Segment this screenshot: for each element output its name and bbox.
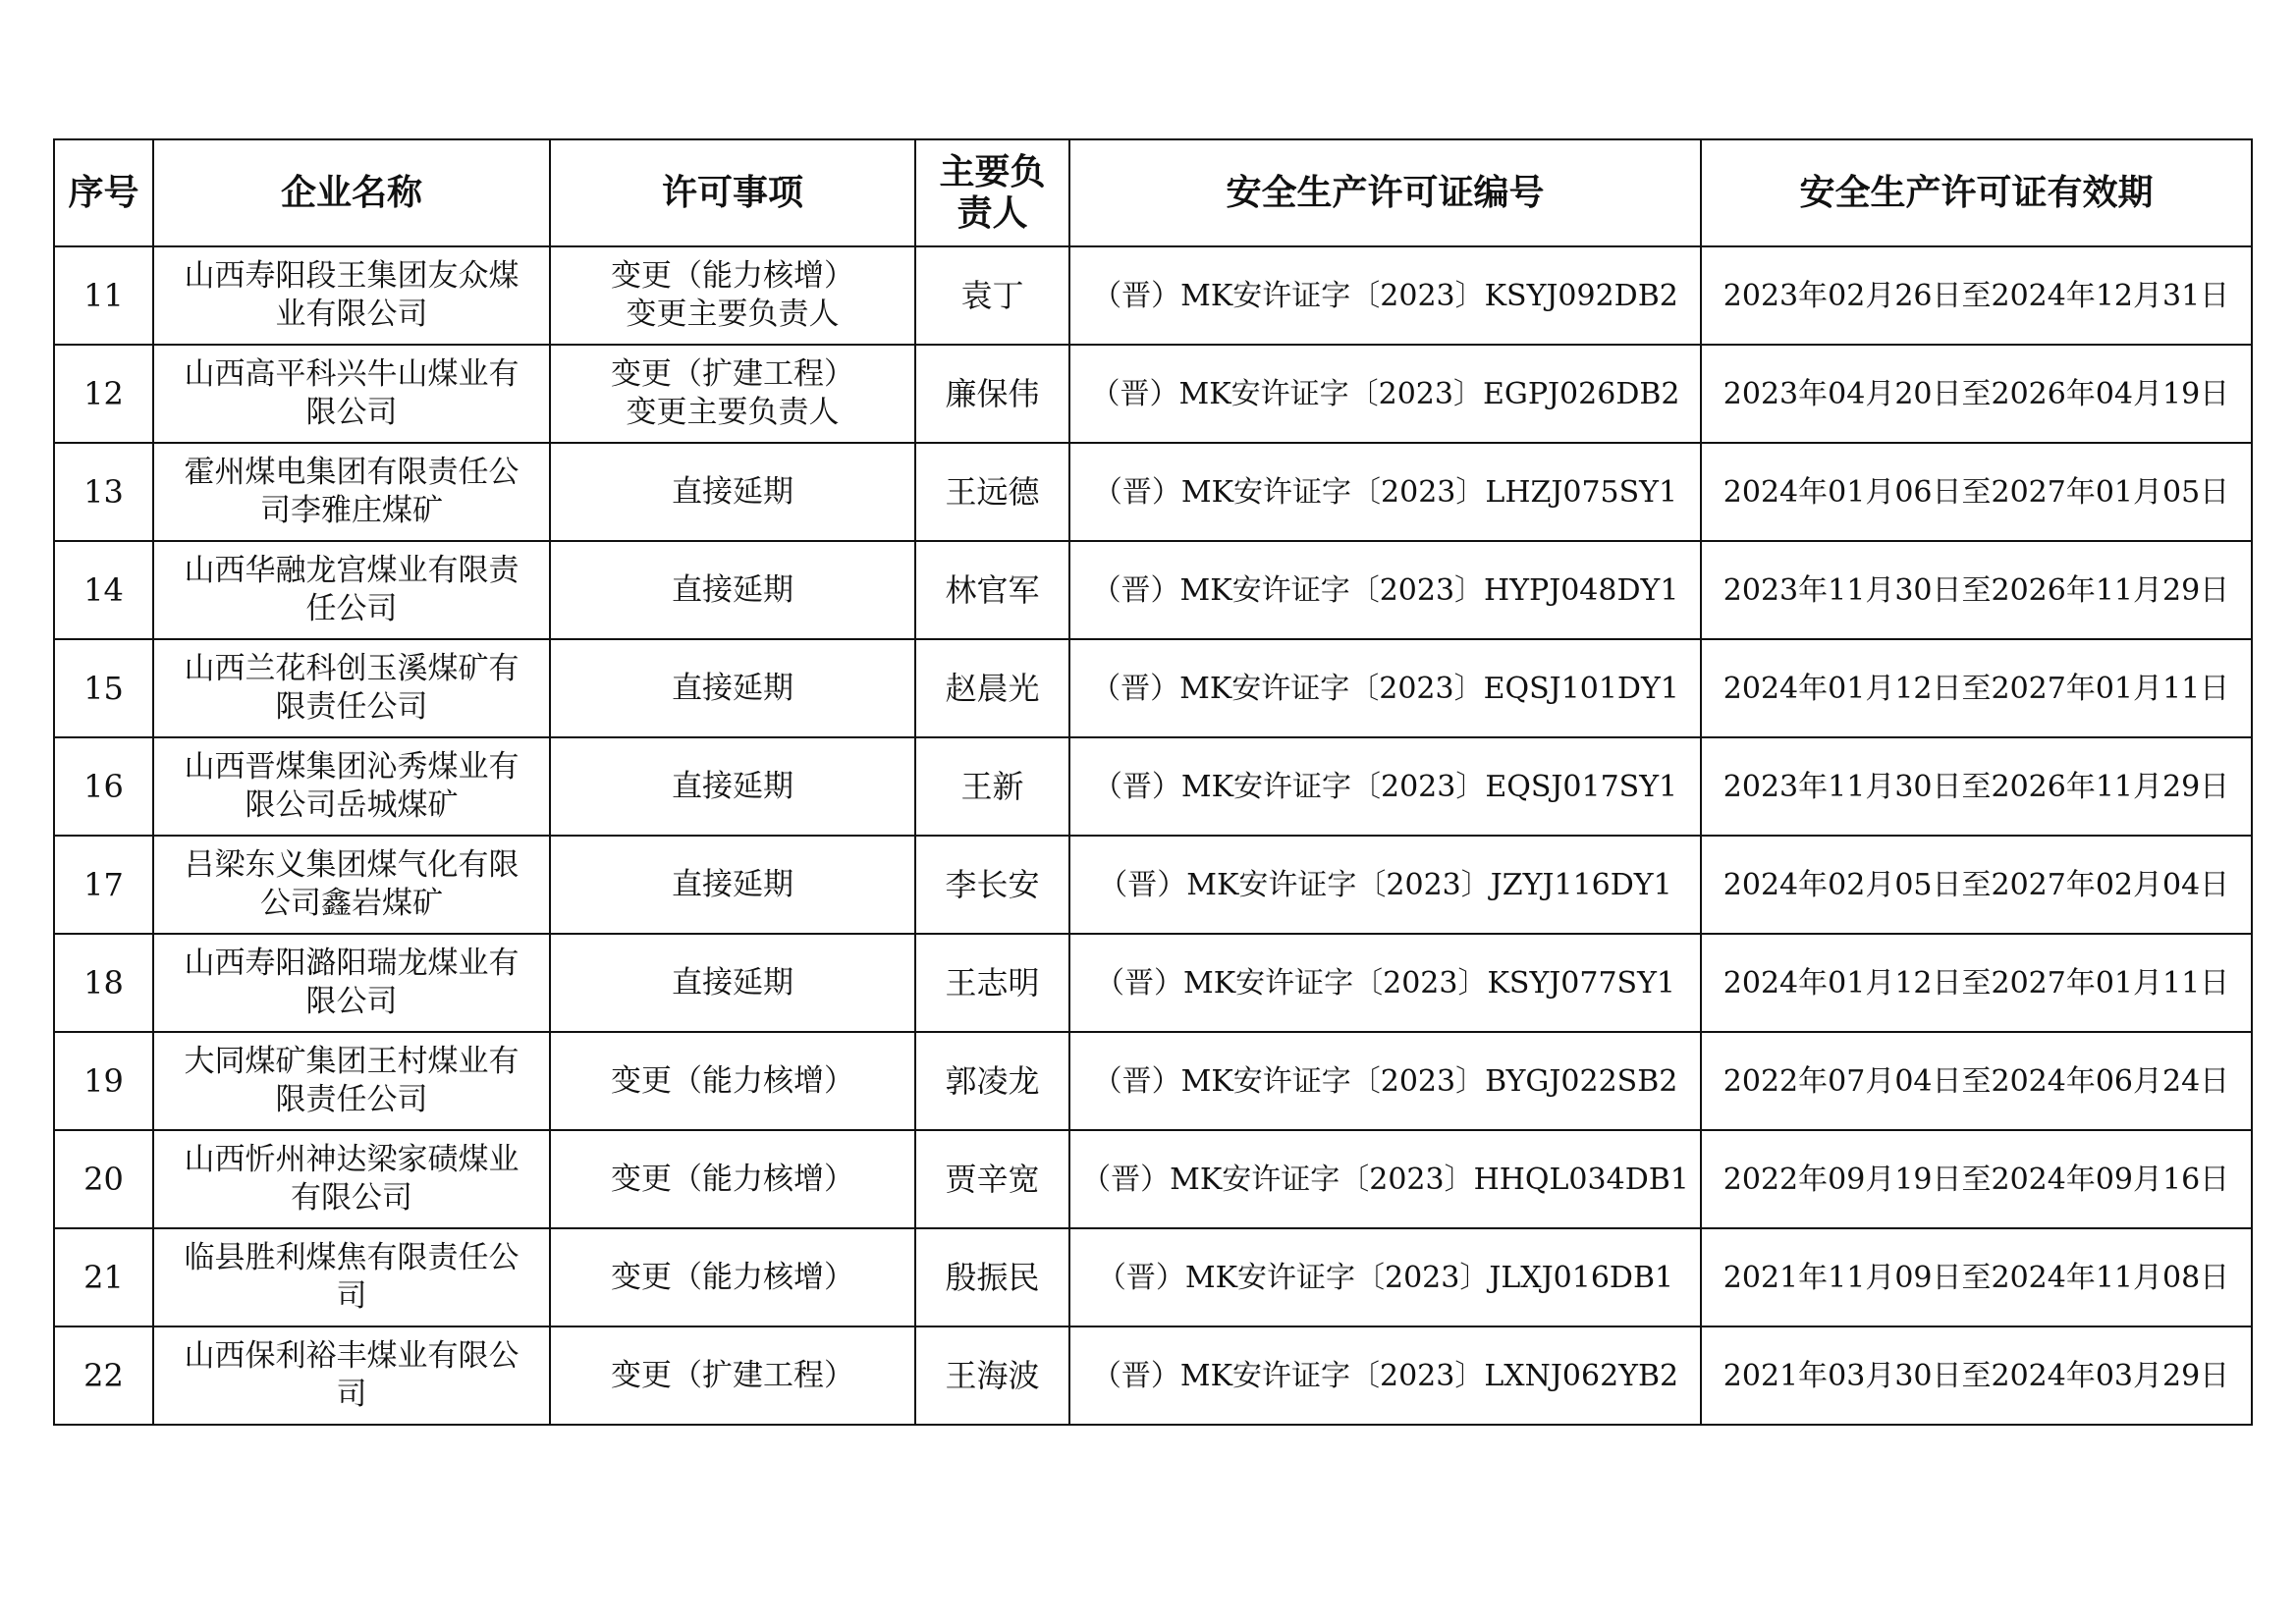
- row-index: 15: [54, 639, 153, 737]
- table-row: [54, 345, 2252, 443]
- responsible-person: 殷振民: [915, 1228, 1069, 1326]
- company-name: 吕梁东义集团煤气化有限公司鑫岩煤矿: [153, 836, 550, 934]
- certificate-number: （晋）MK安许证字〔2023〕LXNJ062YB2: [1069, 1326, 1701, 1425]
- header-matter: 许可事项: [550, 139, 915, 246]
- certificate-number: （晋）MK安许证字〔2023〕HYPJ048DY1: [1069, 541, 1701, 639]
- permit-matter: 变更（能力核增）: [550, 1228, 915, 1326]
- company-name: 山西寿阳潞阳瑞龙煤业有限公司: [153, 934, 550, 1032]
- responsible-person: 李长安: [915, 836, 1069, 934]
- validity-period: 2023年11月30日至2026年11月29日: [1701, 541, 2252, 639]
- row-index: 11: [54, 246, 153, 345]
- row-index: 16: [54, 737, 153, 836]
- responsible-person: 王志明: [915, 934, 1069, 1032]
- responsible-person: 袁丁: [915, 246, 1069, 345]
- table-row: [54, 639, 2252, 737]
- row-index: 18: [54, 934, 153, 1032]
- validity-period: 2024年01月12日至2027年01月11日: [1701, 639, 2252, 737]
- company-name: 临县胜利煤焦有限责任公司: [153, 1228, 550, 1326]
- header-row: [54, 139, 2252, 246]
- table-row: [54, 1130, 2252, 1228]
- responsible-person: 廉保伟: [915, 345, 1069, 443]
- table-row: [54, 1032, 2252, 1130]
- row-index: 12: [54, 345, 153, 443]
- permit-matter: 直接延期: [550, 934, 915, 1032]
- responsible-person: 贾辛宽: [915, 1130, 1069, 1228]
- validity-period: 2021年03月30日至2024年03月29日: [1701, 1326, 2252, 1425]
- responsible-person: 王远德: [915, 443, 1069, 541]
- company-name: 山西晋煤集团沁秀煤业有限公司岳城煤矿: [153, 737, 550, 836]
- validity-period: 2024年02月05日至2027年02月04日: [1701, 836, 2252, 934]
- row-index: 22: [54, 1326, 153, 1425]
- responsible-person: 王新: [915, 737, 1069, 836]
- certificate-number: （晋）MK安许证字〔2023〕KSYJ092DB2: [1069, 246, 1701, 345]
- permit-matter: 变更（扩建工程）: [550, 1326, 915, 1425]
- permit-matter: 直接延期: [550, 541, 915, 639]
- company-name: 山西寿阳段王集团友众煤业有限公司: [153, 246, 550, 345]
- permit-matter: 直接延期: [550, 639, 915, 737]
- validity-period: 2023年04月20日至2026年04月19日: [1701, 345, 2252, 443]
- company-name: 霍州煤电集团有限责任公司李雅庄煤矿: [153, 443, 550, 541]
- row-index: 17: [54, 836, 153, 934]
- permit-matter: 变更（能力核增） 变更主要负责人: [550, 246, 915, 345]
- responsible-person: 林官军: [915, 541, 1069, 639]
- certificate-number: （晋）MK安许证字〔2023〕EQSJ017SY1: [1069, 737, 1701, 836]
- header-index: 序号: [54, 139, 153, 246]
- permit-matter: 直接延期: [550, 836, 915, 934]
- header-person: 主要负责人: [915, 139, 1069, 246]
- certificate-number: （晋）MK安许证字〔2023〕JZYJ116DY1: [1069, 836, 1701, 934]
- certificate-number: （晋）MK安许证字〔2023〕BYGJ022SB2: [1069, 1032, 1701, 1130]
- row-index: 21: [54, 1228, 153, 1326]
- row-index: 14: [54, 541, 153, 639]
- validity-period: 2024年01月06日至2027年01月05日: [1701, 443, 2252, 541]
- validity-period: 2024年01月12日至2027年01月11日: [1701, 934, 2252, 1032]
- permit-matter: 直接延期: [550, 737, 915, 836]
- permit-matter: 变更（能力核增）: [550, 1130, 915, 1228]
- certificate-number: （晋）MK安许证字〔2023〕EGPJ026DB2: [1069, 345, 1701, 443]
- header-validity: 安全生产许可证有效期: [1701, 139, 2252, 246]
- table-row: [54, 1228, 2252, 1326]
- table-row: [54, 1326, 2252, 1425]
- permit-matter: 变更（能力核增）: [550, 1032, 915, 1130]
- company-name: 山西兰花科创玉溪煤矿有限责任公司: [153, 639, 550, 737]
- validity-period: 2023年02月26日至2024年12月31日: [1701, 246, 2252, 345]
- table-row: [54, 541, 2252, 639]
- header-company: 企业名称: [153, 139, 550, 246]
- row-index: 13: [54, 443, 153, 541]
- header-cert-no: 安全生产许可证编号: [1069, 139, 1701, 246]
- company-name: 山西高平科兴牛山煤业有限公司: [153, 345, 550, 443]
- permit-matter: 变更（扩建工程） 变更主要负责人: [550, 345, 915, 443]
- row-index: 19: [54, 1032, 153, 1130]
- certificate-number: （晋）MK安许证字〔2023〕KSYJ077SY1: [1069, 934, 1701, 1032]
- responsible-person: 王海波: [915, 1326, 1069, 1425]
- table-row: [54, 836, 2252, 934]
- validity-period: 2021年11月09日至2024年11月08日: [1701, 1228, 2252, 1326]
- table-row: [54, 934, 2252, 1032]
- certificate-number: （晋）MK安许证字〔2023〕LHZJ075SY1: [1069, 443, 1701, 541]
- table-row: [54, 737, 2252, 836]
- row-index: 20: [54, 1130, 153, 1228]
- responsible-person: 郭凌龙: [915, 1032, 1069, 1130]
- permit-table: [53, 138, 2253, 1426]
- validity-period: 2023年11月30日至2026年11月29日: [1701, 737, 2252, 836]
- company-name: 大同煤矿集团王村煤业有限责任公司: [153, 1032, 550, 1130]
- permit-matter: 直接延期: [550, 443, 915, 541]
- validity-period: 2022年07月04日至2024年06月24日: [1701, 1032, 2252, 1130]
- certificate-number: （晋）MK安许证字〔2023〕HHQL034DB1: [1069, 1130, 1701, 1228]
- company-name: 山西忻州神达梁家碛煤业有限公司: [153, 1130, 550, 1228]
- responsible-person: 赵晨光: [915, 639, 1069, 737]
- company-name: 山西华融龙宫煤业有限责任公司: [153, 541, 550, 639]
- table-row: [54, 246, 2252, 345]
- company-name: 山西保利裕丰煤业有限公司: [153, 1326, 550, 1425]
- table-row: [54, 443, 2252, 541]
- certificate-number: （晋）MK安许证字〔2023〕JLXJ016DB1: [1069, 1228, 1701, 1326]
- certificate-number: （晋）MK安许证字〔2023〕EQSJ101DY1: [1069, 639, 1701, 737]
- validity-period: 2022年09月19日至2024年09月16日: [1701, 1130, 2252, 1228]
